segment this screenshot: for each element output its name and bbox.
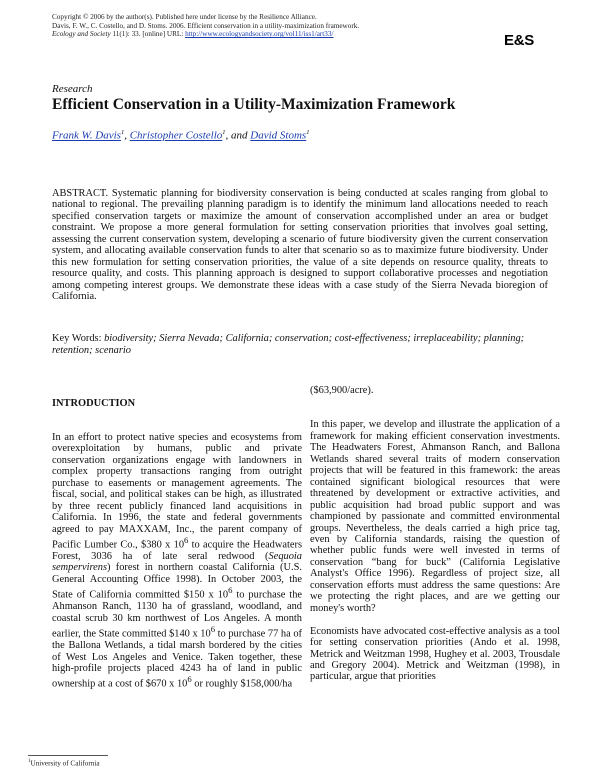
keywords-terms: biodiversity; Sierra Nevada; California; conservation; cost-effectiveness; irreplaceability; planning; retention; scenario (52, 333, 525, 356)
text-run: or roughly $158,000/ha (191, 678, 293, 690)
superscript: 6 (184, 535, 189, 546)
text-run: ) forest in northern coastal California (U.S. General Accounting Office 1998). In October 2003, the State of California committed $150 x 10 (52, 562, 302, 601)
author-link-davis[interactable]: Frank W. Davis (52, 129, 121, 142)
author-link-stoms[interactable]: David Stoms (250, 129, 307, 142)
article-title: Efficient Conservation in a Utility-Maximization Framework (52, 96, 456, 113)
journal-name: Ecology and Society (52, 30, 111, 39)
introduction-heading: INTRODUCTION (52, 398, 136, 409)
text-run: to purchase the Ahmanson Ranch, 1130 ha of grassland, woodland, and coastal scrub 30 km northwest of Los Angeles. A month earlier, the State committed $140 x 10 (52, 589, 303, 640)
author-affiliation-mark: 1 (306, 129, 310, 136)
citation-header (52, 13, 482, 39)
copyright-line: Copyright © 2006 by the author(s). Published here under license by the Resilience Alliance. (52, 13, 317, 21)
author-affiliation-mark: 1 (222, 129, 226, 136)
author-link-costello[interactable]: Christopher Costello (129, 129, 223, 142)
text-run: In an effort to protect native species and ecosystems from overexploitation by humans, public and private conservation organizations engage with landowners in complex property transactions ranging from outright purchase to easements or management agreements. The fiscal, social, and political stakes can be high, as illustrated by three recent publicly financed land acquisitions in California. In 1996, the state and federal governments agreed to pay MAXXAM, Inc., the parent company of Pacific Lumber Co., $380 x 10 (52, 432, 302, 551)
author-separator: , (124, 129, 130, 142)
left-column (52, 432, 302, 690)
right-column (310, 385, 560, 683)
journal-logo: E&S (504, 32, 534, 49)
footnote-mark: 1 (28, 759, 31, 764)
keywords-block (52, 333, 548, 356)
author-list (52, 129, 552, 142)
superscript: 6 (210, 624, 216, 635)
footnote-text: University of California (30, 759, 100, 768)
citation-volume: 11(1): 33. [online] URL: (110, 30, 186, 39)
intro-paragraph-3: Economists have advocated cost-effective analysis as a tool for setting conservation priorities (Ando et al. 1998, Metrick and Weitzman 1998, Hughey et al. 2003, Trousdale and Gregory 2004). Metrick and Weitzman (1998), in particular, argue that priorities (310, 625, 560, 683)
article-url-link[interactable]: http://www.ecologyandsociety.org/vol11/iss1/art33/ (185, 30, 334, 39)
footnote-divider (28, 755, 108, 756)
species-name: Sequoia sempervirens (52, 551, 302, 574)
text-run: to purchase 77 ha of the Ballona Wetlands, a tidal marsh bordered by the cities of West Los Angeles and Venice. Taken together, these high-profile projects placed 4243 ha of land in public ownership at a cost of $670 x 10 (52, 628, 302, 690)
intro-paragraph-1 (52, 432, 302, 690)
affiliation-footnote (28, 759, 100, 767)
citation-url-line (52, 30, 482, 39)
intro-paragraph-2: In this paper, we develop and illustrate the application of a framework for making efficient conservation investments. The Headwaters Forest, Ahmanson Ranch, and Ballona Wetlands shared several traits of modern conservation projects that will be featured in this framework: the areas contained significant biological resources that were threatened by development or extractive activities, and public acquisition had broad public support and was championed by passionate and committed environmental groups. Nevertheless, the deals carried a high price tag, even by California standards, raising the question of whether public funds were well invested in terms of conservation “bang for buck” (California Legislative Analyst's Office 1996). Regardless of project size, all conservation efforts must address the same questions: Are we protecting the right places, and are we getting our money's worth? (310, 419, 560, 614)
author-separator: , and (225, 129, 251, 142)
superscript: 6 (187, 674, 192, 685)
author-affiliation-mark: 1 (120, 129, 125, 136)
citation-line: Davis, F. W., C. Costello, and D. Stoms. 2006. Efficient conservation in a utility-maximization framework. (52, 21, 360, 30)
text-run: to acquire the Headwaters Forest, 3036 ha of late seral redwood ( (52, 539, 302, 562)
keywords-label: Key Words: (52, 333, 105, 344)
section-label: Research (52, 83, 93, 95)
intro-paragraph-1-continued: ($63,900/acre). (310, 385, 374, 396)
abstract-paragraph: ABSTRACT. Systematic planning for biodiversity conservation is being conducted at scales ranging from global to national to regional. The prevailing planning paradigm is to identify the minimum land allocations needed to reach specified conservation targets or maximize the amount of conservation accomplished under an area or budget constraint. We propose a more general formulation for setting conservation priorities that involves goal setting, assessing the current conservation system, developing a scenario of future biodiversity given the current conservation system, and allocating available conservation funds to alter that scenario so as to maximize future biodiversity. Under this new formulation for setting conservation priorities, the value of a site depends on resource quality, threats to resource quality, and costs. This planning approach is designed to support collaborative processes and negotiation among competing interest groups. We demonstrate these ideas with a case study of the Sierra Nevada bioregion of California. (52, 188, 548, 303)
superscript: 6 (228, 585, 233, 596)
